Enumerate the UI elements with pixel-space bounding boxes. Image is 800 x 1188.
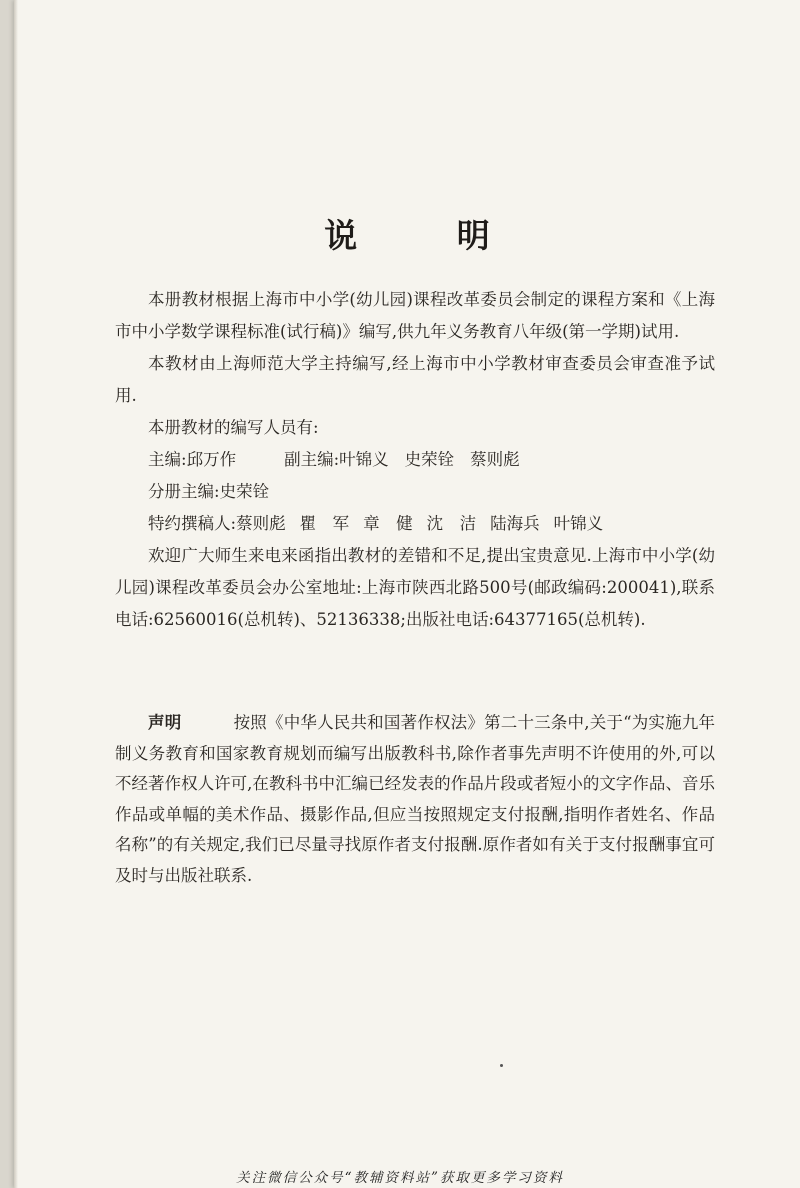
print-speck <box>500 1064 503 1067</box>
volume-editor-line <box>115 476 715 508</box>
deputy-editor-name: 叶锦义 <box>339 450 389 469</box>
writer-name: 章 健 <box>363 514 413 533</box>
feedback-paragraph: 欢迎广大师生来电来函指出教材的差错和不足,提出宝贵意见.上海市中小学(幼儿园)课程改革委员会办公室地址:上海市陕西北路500号(邮政编码:200041),联系电话:62560016(总机转)、52136338;出版社电话:64377165(总机转). <box>115 546 715 629</box>
intro-paragraph-3: 本册教材的编写人员有: <box>148 418 319 437</box>
writers-label: 特约撰稿人: <box>148 514 237 533</box>
document-page <box>14 0 800 1188</box>
chief-editor-label: 主编: <box>148 450 187 469</box>
intro-section <box>115 284 715 636</box>
deputy-editor-name: 蔡则彪 <box>470 450 520 469</box>
writer-name: 沈 洁 <box>426 514 477 533</box>
volume-editor-label: 分册主编: <box>148 482 220 501</box>
intro-paragraph-1: 本册教材根据上海市中小学(幼儿园)课程改革委员会制定的课程方案和《上海市中小学数学课程标准(试行稿)》编写,供九年义务教育八年级(第一学期)试用. <box>115 290 715 341</box>
writer-name: 蔡则彪 <box>236 514 286 533</box>
chief-editor-name: 邱万作 <box>186 450 237 469</box>
writer-name: 陆海兵 <box>490 514 540 533</box>
writer-name: 瞿 军 <box>299 514 350 533</box>
page-title: 说 明 <box>324 216 534 255</box>
declaration-label: 声明 <box>148 713 182 732</box>
watermark-footer: 关注微信公众号“教辅资料站”获取更多学习资料 <box>236 1170 564 1186</box>
declaration-text: 按照《中华人民共和国著作权法》第二十三条中,关于“为实施九年制义务教育和国家教育规划而编写出版教科书,除作者事先声明不许使用的外,可以不经著作权人许可,在教科书中汇编已经发表的作品片段或者短小的文字作品、音乐作品或单幅的美术作品、摄影作品,但应当按照规定支付报酬,指明作者姓名、作品名称”的有关规定,我们已尽量寻找原作者支付报酬.原作者如有关于支付报酬事宜可及时与出版社联系. <box>115 713 716 885</box>
declaration-section <box>115 708 715 891</box>
volume-editor-name: 史荣铨 <box>219 482 270 501</box>
writer-name: 叶锦义 <box>553 514 604 533</box>
chief-editors-line <box>115 444 715 476</box>
deputy-editor-name: 史荣铨 <box>404 450 455 469</box>
deputy-editor-label: 副主编: <box>284 450 340 469</box>
writers-line <box>115 508 715 540</box>
intro-paragraph-2: 本教材由上海师范大学主持编写,经上海市中小学教材审查委员会审查准予试用. <box>115 354 715 405</box>
